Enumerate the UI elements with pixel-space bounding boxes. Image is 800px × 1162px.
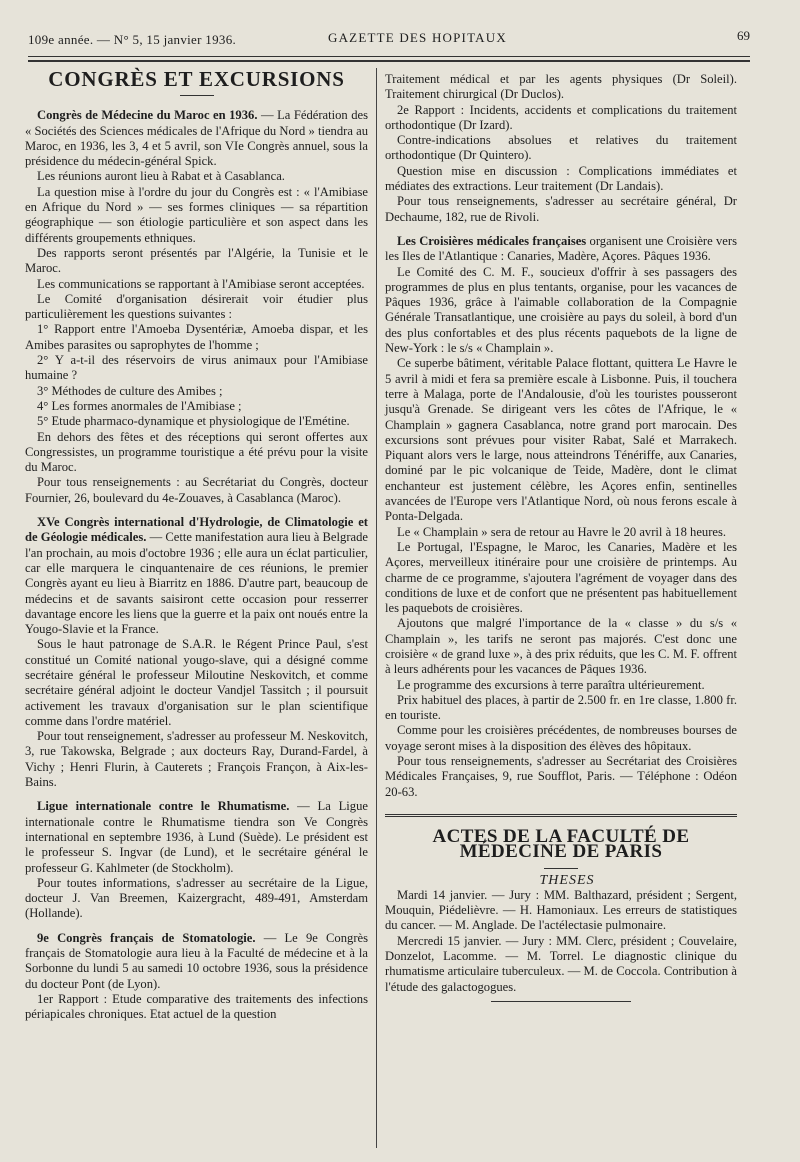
list-item: 4° Les formes anormales de l'Amibiase ;: [37, 398, 242, 413]
running-header: [28, 28, 750, 50]
paragraph: Pour tout renseignement, s'adresser au professeur M. Neskovitch, 3, rue Takowska, Belgrade ; aux docteurs Ray, Durand-Fardel, à Vichy ; Henri Flurin, à Cauterets ; François Françon, à Aix-les-Bains.: [25, 729, 368, 790]
paragraph: La question mise à l'ordre du jour du Congrès est : « l'Amibiase en Afrique du Nord » — ses formes cliniques — sa répartition géographique — son étiologie particulière et son aspect dans les différents groupements ethniques.: [25, 184, 368, 245]
paragraph: Les réunions auront lieu à Rabat et à Casablanca.: [37, 169, 285, 184]
thesis-entry: Mercredi 15 janvier. — Jury : MM. Clerc, président ; Couvelaire, Donzelot, Lacomme. — M. Torrel. Le diagnostic clinique du rhumatisme articulaire tuberculeux. — M. de Coccola. Contribution à l'étude des galactogogues.: [385, 933, 737, 994]
paragraph: Le programme des excursions à terre paraîtra ultérieurement.: [397, 677, 705, 692]
header-rule-thin: [28, 56, 750, 57]
thesis-entry: Mardi 14 janvier. — Jury : MM. Balthazard, président ; Sergent, Mouquin, Piédelièvre. — H. Hamoniaux. Les erreurs de statistiques du cancer. — M. Anglade. De l'actélectasie pulmonaire.: [385, 887, 737, 933]
paragraph: Traitement médical et par les agents physiques (Dr Soleil). Traitement chirurgical (Dr Duclos).: [385, 72, 737, 102]
header-rule-thick: [28, 60, 750, 62]
page-number: 69: [737, 28, 750, 43]
paragraph: Pour tous renseignements : au Secrétariat du Congrès, docteur Fournier, 26, boulevard du 4e-Zouaves, à Casablanca (Maroc).: [25, 475, 368, 505]
paragraph: En dehors des fêtes et des réceptions qui seront offertes aux Congressistes, un programme touristique a été prévu pour la visite du Maroc.: [25, 429, 368, 475]
paragraph: Pour tous renseignements, s'adresser au Secrétariat des Croisières Médicales Françaises, 9, rue Soufflot, Paris. — Téléphone : Odéon 20-63.: [385, 754, 737, 799]
title-rule: [544, 868, 578, 869]
paragraph: Contre-indications absolues et relatives du traitement orthodontique (Dr Quintero).: [385, 133, 737, 163]
list-item: 3° Méthodes de culture des Amibes ;: [37, 383, 223, 398]
list-item: 1° Rapport entre l'Amoeba Dysentériæ, Amoeba dispar, et les Amibes parasites ou saprophytes de l'homme ;: [25, 322, 368, 352]
article-lead: XVe Congrès international d'Hydrologie, de Climatologie et de Géologie médicales.: [25, 515, 368, 545]
list-item: 5° Etude pharmaco-dynamique et physiologique de l'Emétine.: [37, 414, 350, 429]
paragraph: organisent une Croisière vers les Iles de l'Atlantique : Canaries, Madère, Açores. Pâques 1936.: [385, 233, 737, 264]
paragraph: Le « Champlain » sera de retour au Havre le 20 avril à 18 heures.: [397, 524, 727, 539]
end-ornament-rule: [491, 1001, 631, 1002]
left-column: [25, 67, 369, 1023]
column-separator: [376, 68, 377, 1148]
faculty-acts-section: [385, 814, 737, 1002]
paragraph: Pour tous renseignements, s'adresser au secrétaire général, Dr Dechaume, 182, rue de Rivoli.: [385, 194, 737, 224]
subsection-title: THESES: [539, 872, 595, 888]
paragraph: — Cette manifestation aura lieu à Belgrade l'an prochain, au mois d'octobre 1936 ; elle aura un éclat particulier, car elle marquera le cinquantenaire de ces réunions, le premier Congrès ayant eu lieu à Biarritz en 1886. D'autre part, beaucoup de médecins et de savants saisiront cette occasion pour resserrer davantage encore les liens que la guerre et la paix ont noués entre la Yougo-Slavie et la France.: [25, 530, 368, 637]
list-item: 2° Y a-t-il des réservoirs de virus animaux pour l'Amibiase humaine ?: [25, 353, 368, 383]
paragraph: Des rapports seront présentés par l'Algérie, la Tunisie et le Maroc.: [25, 245, 368, 276]
paragraph: Le Comité d'organisation désirerait voir étudier plus particulièrement les questions suivantes :: [25, 291, 368, 322]
paragraph: Les communications se rapportant à l'Amibiase seront acceptées.: [37, 276, 365, 291]
paragraph: Sous le haut patronage de S.A.R. le Régent Prince Paul, s'est constitué un Comité national yougo-slave, qui a désigné comme secrétaire général le professeur Miloutine Neskovitch, et comme secrétaire général adjoint le docteur Vandjel Tassitch ; il poursuit activement les travaux d'organisation sur le plan scientifique comme dans l'ordre matériel.: [25, 637, 368, 728]
article-lead: Ligue internationale contre le Rhumatisme.: [37, 799, 290, 814]
paragraph: — La Fédération des « Sociétés des Sciences médicales de l'Afrique du Nord » tiendra au Maroc, en 1936, les 3, 4 et 5 avril, son VIe Congrès annuel, sous la présidence du médecin-général Spick.: [25, 108, 368, 169]
article-hydrologie: [25, 515, 368, 790]
paragraph: — Le 9e Congrès français de Stomatologie aura lieu à la Faculté de médecine et à la Sorbonne du lundi 5 au samedi 10 octobre 1936, sous la présidence du docteur Pont (de Lyon).: [25, 930, 369, 991]
paragraph: Prix habituel des places, à partir de 2.500 fr. en 1re classe, 1.800 fr. en touriste.: [385, 692, 737, 723]
title-rule: [180, 95, 214, 96]
article-stomatologie: [25, 931, 368, 1023]
paragraph: 2e Rapport : Incidents, accidents et complications du traitement orthodontique (Dr Izard).: [385, 102, 737, 132]
paragraph: Le Portugal, l'Espagne, le Maroc, les Canaries, Madère et les Açores, merveilleux itinéraire pour une croisière de printemps. Au charme de ce programme, s'ajoutera l'agrément de voyager dans des conditions de luxe et de confort que ne présentent pas habituellement les paquebots de croisières.: [385, 539, 737, 616]
article-maroc: [25, 108, 368, 506]
article-lead: Les Croisières médicales françaises: [397, 233, 587, 248]
paragraph: — La Ligue internationale contre le Rhumatisme tiendra son Ve Congrès international en septembre 1936, à Lund (Suède). Le président est le professeur S. Ingvar (de Lund), et le secrétaire général le professeur G. Kahlmeter (de Stockholm).: [25, 799, 368, 875]
article-rhumatisme: [25, 799, 368, 921]
article-croisieres: [385, 234, 737, 800]
paragraph: Pour toutes informations, s'adresser au secrétaire de la Ligue, docteur J. Van Breemen, Kaizergracht, 489-491, Amsterdam (Hollande).: [25, 875, 368, 921]
paragraph: Ce superbe bâtiment, véritable Palace flottant, quittera Le Havre le 5 avril à midi et fera sa première escale à Lisbonne. Puis, il touchera terre à Malaga, porte de l'Andalousie, d'où les touristes pousseront jusqu'à Grenade. Se dirigeant vers les côtes de l'Afrique, le « Champlain » gagnera Casablanca, notre grand port marocain. Des excursions sont prévues pour visiter Rabat, Salé et Marrakech. Piquant alors vers le large, nous atteindrons Ténériffe, aux Canaries, dominé par le pic volcanique de Teide, Madère, dont le climat enchanteur est justement célèbre, les Açores enfin, sentinelles avancées de l'Europe vers l'Atlantique Nord, où nous ferons escale à Ponta-Delgada.: [385, 356, 737, 524]
article-lead: 9e Congrès français de Stomatologie.: [37, 930, 256, 945]
issue-info: 109e année. — N° 5, 15 janvier 1936.: [28, 32, 237, 47]
right-column: [385, 72, 737, 1002]
paragraph: Comme pour les croisières précédentes, de nombreuses bourses de voyage seront mises à la disposition des élèves des hôpitaux.: [385, 723, 737, 753]
paragraph: Question mise en discussion : Complications immédiates et médiates des extractions. Leur traitement (Dr Landais).: [385, 163, 737, 194]
paragraph: Ajoutons que malgré l'importance de la « classe » du s/s « Champlain », les tarifs ne seront pas majorés. C'est donc une croisière « de grand luxe », à des prix réduits, que les C. M. F. offrent à leurs adhérents pour les vacances de Pâques 1936.: [385, 616, 737, 677]
paragraph: 1er Rapport : Etude comparative des traitements des infections périapicales chroniques. Etat actuel de la question: [25, 991, 368, 1022]
paragraph: Le Comité des C. M. F., soucieux d'offrir à ses passagers des programmes de plus en plus tentants, organise, pour les vacances de Pâques 1936, grâce à l'aimable collaboration de la Compagnie Générale Transatlantique, une croisière au pays du soleil, à bord d'un des plus confortables et des plus récents paquebots de la ligne de New-York : le s/s « Champlain ».: [385, 264, 737, 356]
article-stomatologie-continued: [385, 72, 737, 225]
section-title: ACTES DE LA FACULTÉ DE MÉDECINE DE PARIS: [432, 825, 690, 863]
section-title: CONGRÈS ET EXCURSIONS: [48, 67, 345, 91]
journal-title: GAZETTE DES HOPITAUX: [328, 30, 507, 45]
article-lead: Congrès de Médecine du Maroc en 1936.: [37, 108, 258, 123]
